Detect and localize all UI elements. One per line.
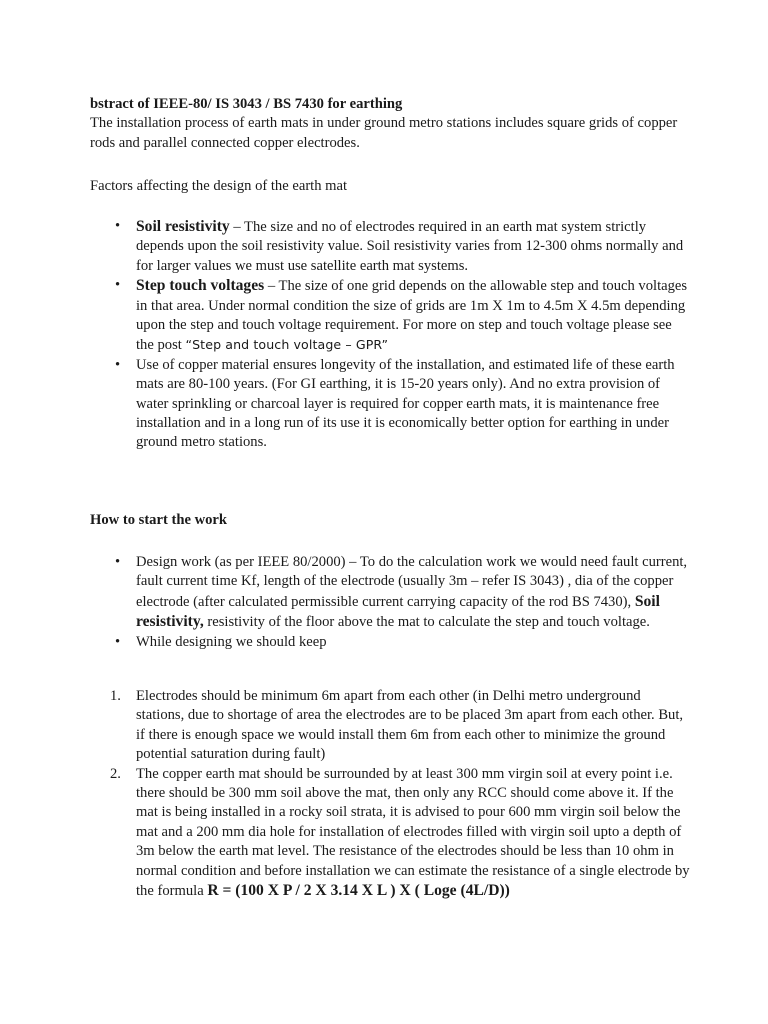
numbered-list (90, 687, 690, 901)
term-soil-resistivity: Soil resistivity, (136, 592, 660, 631)
list-item (90, 553, 690, 633)
factors-list (90, 217, 690, 453)
bullet-marker: • (115, 633, 121, 650)
number-marker: 2. (110, 765, 121, 782)
bullet-marker: • (115, 554, 121, 570)
list-item (90, 633, 690, 652)
how-heading-block (90, 511, 690, 530)
how-to-start-heading: How to start the work (90, 512, 227, 528)
list-item (90, 687, 690, 765)
list-item (90, 765, 690, 902)
factors-list-block (90, 217, 690, 453)
item-text: resistivity of the floor above the mat to calculate the step and touch voltage. (203, 614, 650, 631)
number-marker: 1. (110, 688, 121, 704)
resistance-formula: R = (100 X P / 2 X 3.14 X L ) X ( Loge (4L/D)) (207, 882, 510, 900)
item-text: The copper earth mat should be surrounded by at least 300 mm virgin soil at every point i.e. there should be 300 mm soil above the mat, then only any RCC should come above it. If the mat is being installed in a rocky soil strata, it is advised to pour 600 mm virgin soil below the mat and a 200 mm dia hole for installation of electrodes filled with virgin soil upto a depth of 3m below the earth mat level. The resistance of the electrodes should be less than 10 ohm in normal condition and before installation we can estimate the resistance of a single electrode by the formula (136, 765, 690, 900)
bullet-marker: • (115, 277, 121, 294)
factor-text: – The size of one grid depends on the allowable step and touch voltages in that area. Under normal condition the size of grids are 1m X 1m to 4.5m X 4.5m depending upon the step and touch voltage requirement. For more on step and touch voltage please see the post (136, 278, 688, 354)
factor-text: Use of copper material ensures longevity of the installation, and estimated life of these earth mats are 80-100 years. (For GI earthing, it is 15-20 years only). And no extra provision of water sprinkling or charcoal layer is required for copper earth mats, it is maintenance free installation and in a long run of its use it is economically better option for earthing in under ground metro stations. (136, 356, 675, 451)
factors-heading-block (90, 177, 690, 196)
factor-text: – The size and no of electrodes required in an earth mat system strictly depends upon the soil resistivity value. Soil resistivity varies from 12-300 ohms normally and for larger values we must use satellite earth mat systems. (136, 219, 684, 274)
factors-heading: Factors affecting the design of the earth mat (90, 178, 348, 194)
list-item (90, 217, 690, 276)
list-item (90, 276, 690, 356)
term-step-touch-voltages: Step touch voltages (136, 277, 265, 295)
bullet-marker: • (115, 356, 121, 373)
how-list (90, 553, 690, 652)
document-title: bstract of IEEE-80/ IS 3043 / BS 7430 for earthing (90, 96, 403, 112)
how-list-block (90, 553, 690, 652)
numbered-list-block (90, 687, 690, 901)
post-link-text: “Step and touch voltage – GPR” (185, 337, 389, 353)
list-item (90, 356, 690, 453)
item-text: Design work (as per IEEE 80/2000) – To do the calculation work we would need fault current, fault current time Kf, length of the electrode (usually 3m – refer IS 3043) , dia of the copper electrode (after calculated permissible current carrying capacity of the rod BS 7430), (136, 554, 688, 610)
bullet-marker: • (115, 218, 121, 234)
term-soil-resistivity: Soil resistivity (136, 218, 230, 235)
item-text: While designing we should keep (136, 633, 327, 650)
abstract-section (90, 95, 690, 153)
item-text: Electrodes should be minimum 6m apart from each other (in Delhi metro underground stations, due to shortage of area the electrodes are to be placed 3m apart from each other. But, if there is enough space we would install them 6m from each other to minimize the ground potential saturation during fault) (136, 688, 684, 763)
intro-paragraph: The installation process of earth mats in under ground metro stations includes square grids of copper rods and parallel connected copper electrodes. (90, 115, 678, 151)
